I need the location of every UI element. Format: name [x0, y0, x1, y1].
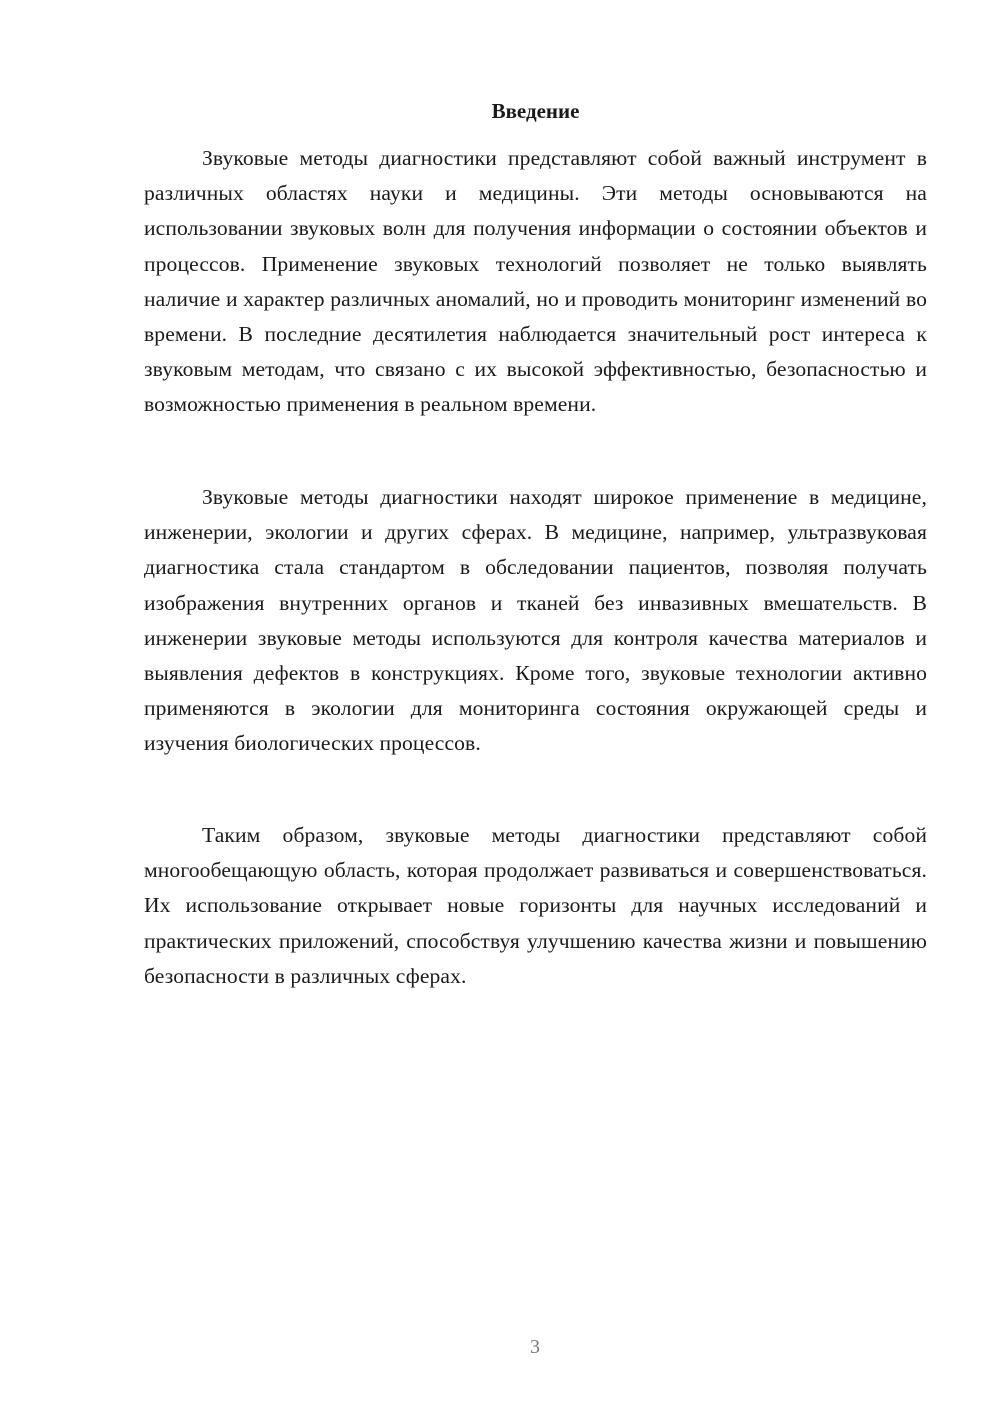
paragraph-2: Звуковые методы диагностики находят широкое применение в медицине, инженерии, экологии и других сферах. В медицине, например, ультразвуковая диагностика стала стандартом в обследовании пациентов, позволяя получать изображения внутренних органов и тканей без инвазивных вмешательств. В инженерии звуковые методы используются для контроля качества материалов и выявления дефектов в конструкциях. Кроме того, звуковые технологии активно применяются в экологии для мониторинга состояния окружающей среды и изучения биологических процессов. — [144, 485, 927, 756]
section-heading — [144, 97, 927, 125]
paragraph-1: Звуковые методы диагностики представляют собой важный инструмент в различных областях науки и медицины. Эти методы основываются на использовании звуковых волн для получения информации о состоянии объектов и процессов. Применение звуковых технологий позволяет не только выявлять наличие и характер различных аномалий, но и проводить мониторинг изменений во времени. В последние десятилетия наблюдается значительный рост интереса к звуковым методам, что связано с их высокой эффективностью, безопасностью и возможностью применения в реальном времени. — [144, 146, 927, 417]
section-heading-text: Введение — [491, 99, 580, 123]
paragraph-3: Таким образом, звуковые методы диагностики представляют собой многообещающую область, которая продолжает развиваться и совершенствоваться. Их использование открывает новые горизонты для научных исследований и практических приложений, способствуя улучшению качества жизни и повышению безопасности в различных сферах. — [144, 823, 927, 988]
page-number: 3 — [530, 1336, 540, 1358]
